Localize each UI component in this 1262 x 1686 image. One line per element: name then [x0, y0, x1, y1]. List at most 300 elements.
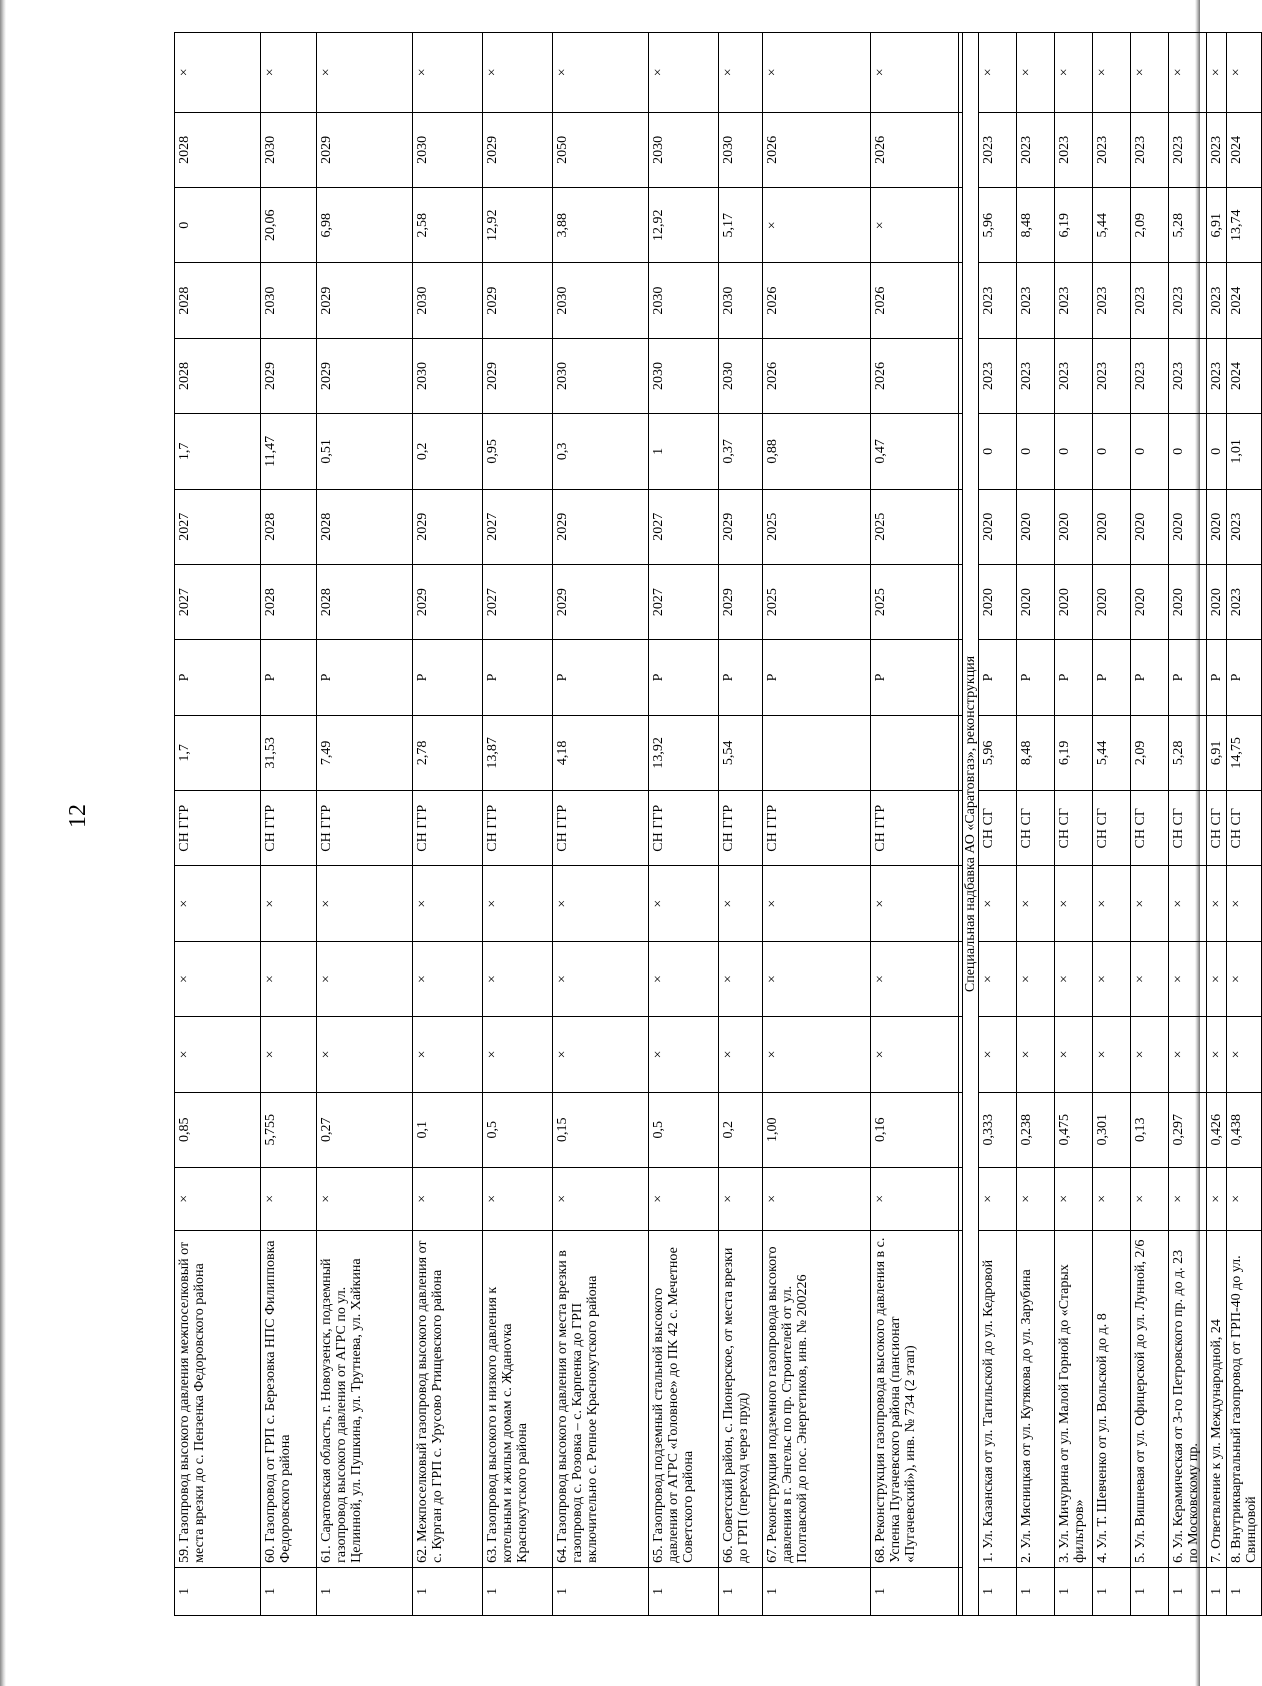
cell-source: СН СГ — [979, 791, 1017, 866]
cell-cost-part: 0,47 — [871, 414, 959, 489]
cell-col-18: × — [1227, 33, 1262, 113]
cell-type: Р — [413, 640, 483, 715]
cell-year-start-2: 2020 — [1207, 489, 1227, 564]
cell-col-3: × — [719, 1167, 763, 1230]
cell-index: 1 — [413, 1567, 483, 1615]
cell-source: СН СГ — [1169, 791, 1207, 866]
cell-year-start-2: 2029 — [413, 489, 483, 564]
cell-col-6: × — [1227, 941, 1262, 1016]
cell-description: 6. Ул. Керамическая от 3-го Петровского пр. до д. 23 по Московскому пр. — [1169, 1230, 1207, 1567]
cell-cost-part: 0 — [979, 414, 1017, 489]
cell-year-end-2: 2029 — [483, 263, 553, 338]
cell-year-finish: 2023 — [1131, 112, 1169, 187]
cell-index: 1 — [1055, 1567, 1093, 1615]
cell-index: 1 — [1131, 1567, 1169, 1615]
cell-index: 1 — [1093, 1567, 1131, 1615]
cell-col-3: × — [1227, 1167, 1262, 1230]
table-row — [1207, 33, 1227, 1616]
cell-cost-total: 7,49 — [317, 715, 413, 790]
cell-year-end-2: 2030 — [719, 263, 763, 338]
cell-year-finish: 2023 — [1093, 112, 1131, 187]
cell-year-start-1: 2029 — [553, 564, 649, 639]
cell-index: 1 — [871, 1567, 959, 1615]
cell-year-end-2: 2024 — [1227, 263, 1262, 338]
cell-cost-part: 0 — [1055, 414, 1093, 489]
cell-col-5: × — [871, 1017, 959, 1092]
cell-cost-total: 5,28 — [1169, 715, 1207, 790]
cell-source: СН ГГР — [871, 791, 959, 866]
cell-length-km: 0,297 — [1169, 1092, 1207, 1167]
cell-col-6: × — [175, 941, 261, 1016]
cell-type: Р — [1227, 640, 1262, 715]
cell-cost-rest: 12,92 — [649, 188, 719, 263]
cell-type: Р — [261, 640, 317, 715]
cell-year-start-1: 2023 — [1227, 564, 1262, 639]
cell-year-start-1: 2020 — [1207, 564, 1227, 639]
cell-index: 1 — [979, 1567, 1017, 1615]
cell-cost-rest: 12,92 — [483, 188, 553, 263]
cell-cost-part: 1,7 — [175, 414, 261, 489]
cell-col-18: × — [1169, 33, 1207, 113]
cell-cost-rest: 20,06 — [261, 188, 317, 263]
cell-cost-total: 8,48 — [1017, 715, 1055, 790]
cell-col-5: × — [979, 1017, 1017, 1092]
cell-year-end-1: 2023 — [1017, 338, 1055, 413]
cell-year-start-2: 2029 — [719, 489, 763, 564]
cell-year-start-1: 2020 — [979, 564, 1017, 639]
cell-year-end-2: 2030 — [649, 263, 719, 338]
cell-col-5: × — [261, 1017, 317, 1092]
cell-cost-total: 2,09 — [1131, 715, 1169, 790]
cell-cost-rest: 13,74 — [1227, 188, 1262, 263]
cell-year-end-1: 2026 — [763, 338, 871, 413]
cell-col-7: × — [1055, 866, 1093, 941]
cell-source: СН ГГР — [483, 791, 553, 866]
cell-index: 1 — [483, 1567, 553, 1615]
table-row — [763, 33, 871, 1616]
cell-col-3: × — [1131, 1167, 1169, 1230]
cell-length-km: 0,426 — [1207, 1092, 1227, 1167]
cell-col-7: × — [763, 866, 871, 941]
cell-year-finish: 2030 — [413, 112, 483, 187]
cell-description: 7. Ответвление к ул. Международной, 24 — [1207, 1230, 1227, 1567]
cell-col-6: × — [763, 941, 871, 1016]
cell-year-end-2: 2028 — [175, 263, 261, 338]
cell-col-18: × — [649, 33, 719, 113]
cell-index: 1 — [719, 1567, 763, 1615]
cell-col-6: × — [261, 941, 317, 1016]
cell-year-start-2: 2025 — [871, 489, 959, 564]
cell-length-km: 0,2 — [719, 1092, 763, 1167]
cell-col-18: × — [979, 33, 1017, 113]
cell-year-end-2: 2023 — [1131, 263, 1169, 338]
cell-year-end-2: 2029 — [317, 263, 413, 338]
cell-year-start-1: 2020 — [1131, 564, 1169, 639]
cell-year-start-2: 2029 — [553, 489, 649, 564]
cell-year-start-1: 2020 — [1017, 564, 1055, 639]
cell-year-end-2: 2023 — [1169, 263, 1207, 338]
cell-cost-total: 5,54 — [719, 715, 763, 790]
page-number: 12 — [65, 804, 91, 828]
table-row — [1169, 33, 1207, 1616]
cell-index: 1 — [649, 1567, 719, 1615]
cell-index: 1 — [1227, 1567, 1262, 1615]
cell-col-3: × — [979, 1167, 1017, 1230]
cell-cost-part: 1,01 — [1227, 414, 1262, 489]
cell-col-18: × — [1207, 33, 1227, 113]
cell-cost-total — [871, 715, 959, 790]
cell-col-18: × — [871, 33, 959, 113]
cell-cost-part: 0,51 — [317, 414, 413, 489]
cell-col-5: × — [1055, 1017, 1093, 1092]
cell-index: 1 — [763, 1567, 871, 1615]
section-header-row — [963, 33, 979, 1616]
cell-cost-total: 13,92 — [649, 715, 719, 790]
cell-col-18: × — [1131, 33, 1169, 113]
cell-col-7: × — [413, 866, 483, 941]
table-row — [553, 33, 649, 1616]
cell-cost-rest: 2,09 — [1131, 188, 1169, 263]
cell-col-6: × — [1169, 941, 1207, 1016]
cell-length-km: 0,301 — [1093, 1092, 1131, 1167]
cell-col-6: × — [317, 941, 413, 1016]
cell-cost-rest: 6,98 — [317, 188, 413, 263]
cell-type: Р — [1131, 640, 1169, 715]
cell-col-6: × — [649, 941, 719, 1016]
cell-year-finish: 2026 — [763, 112, 871, 187]
cell-col-6: × — [1207, 941, 1227, 1016]
cell-cost-rest: 6,19 — [1055, 188, 1093, 263]
cell-year-finish: 2029 — [317, 112, 413, 187]
cell-col-18: × — [553, 33, 649, 113]
cell-source: СН СГ — [1207, 791, 1227, 866]
cell-source: СН СГ — [1055, 791, 1093, 866]
cell-type: Р — [871, 640, 959, 715]
cell-description: 5. Ул. Вишневая от ул. Офицерской до ул. Лунной, 2/6 — [1131, 1230, 1169, 1567]
cell-year-start-1: 2029 — [719, 564, 763, 639]
cell-col-6: × — [1055, 941, 1093, 1016]
cell-description: 60. Газопровод от ГРП с. Березовка НПС Филипповка Федоровского района — [261, 1230, 317, 1567]
cell-year-end-1: 2029 — [483, 338, 553, 413]
cell-source: СН СГ — [1093, 791, 1131, 866]
cell-type: Р — [175, 640, 261, 715]
cell-col-6: × — [979, 941, 1017, 1016]
cell-source: СН СГ — [1017, 791, 1055, 866]
table-row — [649, 33, 719, 1616]
cell-year-start-1: 2020 — [1169, 564, 1207, 639]
cell-source: СН ГГР — [175, 791, 261, 866]
cell-description: 2. Ул. Мясницкая от ул. Кутякова до ул. Зарубина — [1017, 1230, 1055, 1567]
cell-year-start-2: 2027 — [175, 489, 261, 564]
cell-cost-total: 6,19 — [1055, 715, 1093, 790]
cell-year-start-1: 2027 — [649, 564, 719, 639]
cell-col-3: × — [1207, 1167, 1227, 1230]
cell-col-18: × — [719, 33, 763, 113]
cell-type: Р — [1207, 640, 1227, 715]
gas-pipeline-table — [174, 32, 1262, 1616]
cell-cost-total: 14,75 — [1227, 715, 1262, 790]
section-header: Специальная надбавка АО «Саратовгаз», реконструкция — [963, 33, 979, 1616]
cell-year-start-2: 2020 — [1131, 489, 1169, 564]
cell-year-end-2: 2023 — [1093, 263, 1131, 338]
cell-col-5: × — [317, 1017, 413, 1092]
cell-col-3: × — [763, 1167, 871, 1230]
cell-index: 1 — [175, 1567, 261, 1615]
cell-description: 61. Саратовская область, г. Новоузенск, подземный газопровод высокого давления от АГРС по ул. Целинной, ул. Пушкина, ул. Трутнева, ул. Хайкина — [317, 1230, 413, 1567]
cell-cost-rest: 8,48 — [1017, 188, 1055, 263]
cell-col-5: × — [1207, 1017, 1227, 1092]
cell-col-6: × — [1017, 941, 1055, 1016]
cell-cost-total: 5,44 — [1093, 715, 1131, 790]
cell-year-start-1: 2025 — [871, 564, 959, 639]
cell-col-5: × — [1131, 1017, 1169, 1092]
cell-year-finish: 2023 — [1055, 112, 1093, 187]
cell-year-end-2: 2023 — [1017, 263, 1055, 338]
cell-cost-part: 0 — [1207, 414, 1227, 489]
cell-year-end-2: 2030 — [261, 263, 317, 338]
cell-col-7: × — [1169, 866, 1207, 941]
cell-year-finish: 2024 — [1227, 112, 1262, 187]
cell-cost-rest: 5,44 — [1093, 188, 1131, 263]
cell-year-start-2: 2020 — [979, 489, 1017, 564]
cell-year-end-1: 2023 — [979, 338, 1017, 413]
cell-year-end-1: 2024 — [1227, 338, 1262, 413]
cell-cost-part: 0,37 — [719, 414, 763, 489]
cell-cost-part: 11,47 — [261, 414, 317, 489]
cell-year-end-1: 2023 — [1131, 338, 1169, 413]
cell-col-3: × — [175, 1167, 261, 1230]
cell-year-start-1: 2025 — [763, 564, 871, 639]
cell-col-6: × — [413, 941, 483, 1016]
cell-description: 62. Межпоселковый газопровод высокого давления от с. Курган до ГРП с. Урусово Ртищевского района — [413, 1230, 483, 1567]
cell-year-end-1: 2030 — [413, 338, 483, 413]
cell-col-7: × — [317, 866, 413, 941]
cell-year-start-1: 2027 — [175, 564, 261, 639]
cell-col-6: × — [871, 941, 959, 1016]
cell-cost-rest: 6,91 — [1207, 188, 1227, 263]
cell-col-3: × — [553, 1167, 649, 1230]
cell-length-km: 0,16 — [871, 1092, 959, 1167]
cell-year-finish: 2030 — [649, 112, 719, 187]
cell-source: СН СГ — [1131, 791, 1169, 866]
cell-col-7: × — [483, 866, 553, 941]
cell-cost-part: 0,3 — [553, 414, 649, 489]
cell-col-18: × — [175, 33, 261, 113]
cell-cost-total: 31,53 — [261, 715, 317, 790]
cell-description: 65. Газопровод подземный стальной высокого давления от АГРС «Головное» до ПК 42 с. Мечетное Советского района — [649, 1230, 719, 1567]
table-row — [871, 33, 959, 1616]
table-row — [1131, 33, 1169, 1616]
cell-year-start-2: 2020 — [1093, 489, 1131, 564]
table-row — [1055, 33, 1093, 1616]
cell-year-start-2: 2023 — [1227, 489, 1262, 564]
cell-col-18: × — [413, 33, 483, 113]
cell-col-3: × — [649, 1167, 719, 1230]
cell-year-start-2: 2028 — [317, 489, 413, 564]
cell-year-finish: 2029 — [483, 112, 553, 187]
cell-type: Р — [1093, 640, 1131, 715]
cell-year-finish: 2030 — [261, 112, 317, 187]
cell-col-3: × — [871, 1167, 959, 1230]
cell-length-km: 0,238 — [1017, 1092, 1055, 1167]
cell-source: СН ГГР — [649, 791, 719, 866]
cell-col-6: × — [1131, 941, 1169, 1016]
cell-col-18: × — [763, 33, 871, 113]
cell-description: 1. Ул. Казанская от ул. Тагильской до ул. Кедровой — [979, 1230, 1017, 1567]
cell-col-5: × — [175, 1017, 261, 1092]
cell-col-7: × — [1207, 866, 1227, 941]
cell-type: Р — [1055, 640, 1093, 715]
cell-cost-total: 4,18 — [553, 715, 649, 790]
cell-col-5: × — [553, 1017, 649, 1092]
table-row — [1017, 33, 1055, 1616]
cell-year-start-1: 2028 — [261, 564, 317, 639]
scan-edge-left — [0, 0, 6, 1686]
cell-year-end-2: 2030 — [553, 263, 649, 338]
cell-cost-part: 0,88 — [763, 414, 871, 489]
cell-cost-rest: × — [871, 188, 959, 263]
table-row — [317, 33, 413, 1616]
table-row — [483, 33, 553, 1616]
cell-year-start-2: 2020 — [1017, 489, 1055, 564]
table-row — [413, 33, 483, 1616]
cell-year-finish: 2050 — [553, 112, 649, 187]
cell-description: 8. Внутриквартальный газопровод от ГРП-40 до ул. Свинцовой — [1227, 1230, 1262, 1567]
cell-col-5: × — [649, 1017, 719, 1092]
cell-year-end-1: 2029 — [317, 338, 413, 413]
cell-cost-total: 13,87 — [483, 715, 553, 790]
cell-source: СН ГГР — [317, 791, 413, 866]
cell-type: Р — [1169, 640, 1207, 715]
cell-col-6: × — [1093, 941, 1131, 1016]
cell-col-7: × — [175, 866, 261, 941]
cell-index: 1 — [317, 1567, 413, 1615]
cell-year-finish: 2023 — [1207, 112, 1227, 187]
cell-length-km: 0,475 — [1055, 1092, 1093, 1167]
cell-year-end-1: 2023 — [1055, 338, 1093, 413]
cell-col-6: × — [483, 941, 553, 1016]
cell-length-km: 1,00 — [763, 1092, 871, 1167]
cell-col-7: × — [1017, 866, 1055, 941]
cell-cost-rest: 3,88 — [553, 188, 649, 263]
cell-year-finish: 2026 — [871, 112, 959, 187]
cell-col-5: × — [719, 1017, 763, 1092]
cell-cost-part: 0 — [1017, 414, 1055, 489]
cell-length-km: 0,5 — [483, 1092, 553, 1167]
cell-year-end-1: 2030 — [553, 338, 649, 413]
cell-source: СН ГГР — [413, 791, 483, 866]
cell-year-end-1: 2028 — [175, 338, 261, 413]
cell-cost-total: 2,78 — [413, 715, 483, 790]
cell-col-3: × — [317, 1167, 413, 1230]
cell-col-7: × — [979, 866, 1017, 941]
cell-index: 1 — [553, 1567, 649, 1615]
cell-cost-rest: 5,17 — [719, 188, 763, 263]
cell-col-5: × — [413, 1017, 483, 1092]
cell-description: 66. Советский район, с. Пионерское, от места врезки до ГРП (переход через пруд) — [719, 1230, 763, 1567]
cell-length-km: 0,5 — [649, 1092, 719, 1167]
cell-year-end-2: 2023 — [1207, 263, 1227, 338]
cell-col-5: × — [1017, 1017, 1055, 1092]
cell-year-end-1: 2023 — [1169, 338, 1207, 413]
cell-col-7: × — [871, 866, 959, 941]
cell-year-finish: 2023 — [979, 112, 1017, 187]
cell-col-18: × — [1093, 33, 1131, 113]
cell-description: 63. Газопровод высокого и низкого давления к котельным и жилым домам с. Жданovка Краснокутского района — [483, 1230, 553, 1567]
cell-col-5: × — [763, 1017, 871, 1092]
cell-type: Р — [483, 640, 553, 715]
cell-description: 4. Ул. Т. Шевченко от ул. Вольской до д. 8 — [1093, 1230, 1131, 1567]
cell-cost-part: 0,2 — [413, 414, 483, 489]
cell-col-3: × — [483, 1167, 553, 1230]
cell-year-end-1: 2023 — [1207, 338, 1227, 413]
cell-cost-rest: 5,96 — [979, 188, 1017, 263]
cell-year-end-1: 2030 — [649, 338, 719, 413]
cell-year-finish: 2023 — [1169, 112, 1207, 187]
cell-type: Р — [1017, 640, 1055, 715]
cell-length-km: 5,755 — [261, 1092, 317, 1167]
cell-index: 1 — [1169, 1567, 1207, 1615]
cell-col-5: × — [483, 1017, 553, 1092]
cell-col-7: × — [553, 866, 649, 941]
cell-year-start-2: 2020 — [1169, 489, 1207, 564]
cell-year-start-1: 2028 — [317, 564, 413, 639]
cell-description: 64. Газопровод высокого давления от места врезки в газопровод с. Розовка – с. Карпенка до ГРП включительно с. Репное Краснокутского района — [553, 1230, 649, 1567]
cell-col-3: × — [261, 1167, 317, 1230]
cell-source: СН ГГР — [261, 791, 317, 866]
cell-index: 1 — [1207, 1567, 1227, 1615]
cell-col-18: × — [1055, 33, 1093, 113]
cell-year-start-2: 2028 — [261, 489, 317, 564]
cell-year-end-1: 2026 — [871, 338, 959, 413]
cell-source: СН ГГР — [553, 791, 649, 866]
cell-cost-part: 0 — [1093, 414, 1131, 489]
cell-index: 1 — [261, 1567, 317, 1615]
cell-col-3: × — [1169, 1167, 1207, 1230]
cell-col-18: × — [483, 33, 553, 113]
cell-col-18: × — [317, 33, 413, 113]
cell-col-7: × — [1093, 866, 1131, 941]
cell-col-7: × — [261, 866, 317, 941]
cell-cost-rest: 5,28 — [1169, 188, 1207, 263]
cell-cost-part: 0 — [1169, 414, 1207, 489]
cell-source: СН ГГР — [763, 791, 871, 866]
cell-cost-total: 1,7 — [175, 715, 261, 790]
cell-cost-total — [763, 715, 871, 790]
cell-year-end-1: 2029 — [261, 338, 317, 413]
table-row — [1227, 33, 1262, 1616]
table-body-section — [959, 33, 979, 1616]
cell-year-end-2: 2023 — [979, 263, 1017, 338]
cell-description: 3. Ул. Мичурина от ул. Малой Горной до «Старых фильтров» — [1055, 1230, 1093, 1567]
cell-cost-part: 0,95 — [483, 414, 553, 489]
cell-year-finish: 2030 — [719, 112, 763, 187]
cell-col-7: × — [1227, 866, 1262, 941]
cell-source: СН ГГР — [719, 791, 763, 866]
cell-length-km: 0,85 — [175, 1092, 261, 1167]
table-body-top — [175, 33, 959, 1616]
cell-col-6: × — [719, 941, 763, 1016]
cell-col-3: × — [1093, 1167, 1131, 1230]
cell-col-3: × — [1055, 1167, 1093, 1230]
cell-length-km: 0,13 — [1131, 1092, 1169, 1167]
table-row — [979, 33, 1017, 1616]
cell-col-3: × — [413, 1167, 483, 1230]
cell-cost-part: 0 — [1131, 414, 1169, 489]
cell-cost-total: 6,91 — [1207, 715, 1227, 790]
cell-col-5: × — [1169, 1017, 1207, 1092]
cell-year-start-1: 2029 — [413, 564, 483, 639]
